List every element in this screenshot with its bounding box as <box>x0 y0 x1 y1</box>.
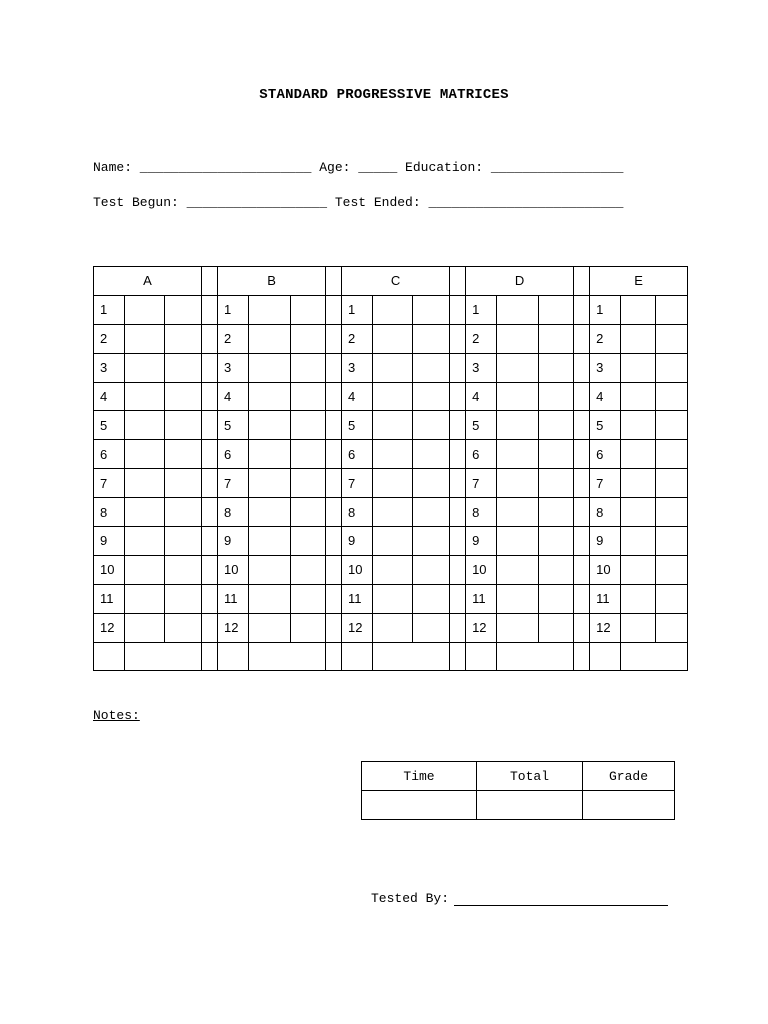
answer-cell-e[interactable] <box>621 324 656 353</box>
check-cell-b[interactable] <box>291 382 326 411</box>
answer-cell-b[interactable] <box>249 353 291 382</box>
check-cell-b[interactable] <box>291 527 326 556</box>
score-header-row <box>362 762 675 791</box>
answer-cell-c[interactable] <box>373 469 413 498</box>
set-separator <box>574 353 590 382</box>
answer-cell-a[interactable] <box>125 411 165 440</box>
item-number-e: 1 <box>590 295 621 324</box>
check-cell-a[interactable] <box>165 295 202 324</box>
answer-cell-d[interactable] <box>497 527 539 556</box>
item-number-b: 1 <box>218 295 249 324</box>
item-row <box>94 324 688 353</box>
answer-cell-c[interactable] <box>373 324 413 353</box>
set-header-e: E <box>590 267 688 296</box>
item-number-c: 5 <box>342 411 373 440</box>
set-separator <box>574 295 590 324</box>
set-separator <box>450 353 466 382</box>
item-number-c: 9 <box>342 527 373 556</box>
total-label-cell-e <box>590 642 621 671</box>
answer-cell-b[interactable] <box>249 324 291 353</box>
set-separator <box>574 527 590 556</box>
check-cell-a[interactable] <box>165 353 202 382</box>
item-number-d: 5 <box>466 411 497 440</box>
check-cell-a[interactable] <box>165 584 202 613</box>
item-number-e: 6 <box>590 440 621 469</box>
set-separator <box>202 555 218 584</box>
check-cell-d[interactable] <box>539 584 574 613</box>
set-separator <box>574 440 590 469</box>
item-number-a: 7 <box>94 469 125 498</box>
item-number-a: 5 <box>94 411 125 440</box>
check-cell-e[interactable] <box>656 324 688 353</box>
answer-cell-d[interactable] <box>497 613 539 642</box>
item-number-b: 9 <box>218 527 249 556</box>
answer-cell-a[interactable] <box>125 498 165 527</box>
total-header: Total <box>477 762 583 791</box>
set-separator <box>326 295 342 324</box>
answer-cell-e[interactable] <box>621 498 656 527</box>
item-number-d: 8 <box>466 498 497 527</box>
answer-cell-c[interactable] <box>373 613 413 642</box>
grade-header: Grade <box>583 762 675 791</box>
set-separator <box>326 613 342 642</box>
set-separator <box>574 267 590 296</box>
answer-cell-a[interactable] <box>125 440 165 469</box>
set-header-d: D <box>466 267 574 296</box>
item-number-e: 3 <box>590 353 621 382</box>
item-number-d: 10 <box>466 555 497 584</box>
check-cell-d[interactable] <box>539 555 574 584</box>
answer-cell-b[interactable] <box>249 295 291 324</box>
set-separator <box>326 382 342 411</box>
answer-cell-e[interactable] <box>621 555 656 584</box>
answer-cell-a[interactable] <box>125 295 165 324</box>
set-separator <box>202 295 218 324</box>
set-separator <box>326 584 342 613</box>
item-row <box>94 527 688 556</box>
item-row <box>94 584 688 613</box>
set-separator <box>450 267 466 296</box>
item-number-a: 3 <box>94 353 125 382</box>
check-cell-b[interactable] <box>291 353 326 382</box>
answer-cell-a[interactable] <box>125 527 165 556</box>
answer-cell-b[interactable] <box>249 382 291 411</box>
set-separator <box>450 613 466 642</box>
answer-cell-d[interactable] <box>497 353 539 382</box>
item-number-b: 5 <box>218 411 249 440</box>
check-cell-e[interactable] <box>656 469 688 498</box>
check-cell-d[interactable] <box>539 295 574 324</box>
item-number-a: 1 <box>94 295 125 324</box>
check-cell-d[interactable] <box>539 527 574 556</box>
total-label-cell-d <box>466 642 497 671</box>
test-begun-ended-fields: Test Begun: __________________ Test Ended: _________________________ <box>93 195 624 210</box>
check-cell-a[interactable] <box>165 324 202 353</box>
total-cell-b[interactable] <box>249 642 326 671</box>
answer-cell-e[interactable] <box>621 411 656 440</box>
item-number-d: 2 <box>466 324 497 353</box>
item-number-a: 2 <box>94 324 125 353</box>
answer-cell-d[interactable] <box>497 411 539 440</box>
check-cell-d[interactable] <box>539 469 574 498</box>
set-separator <box>326 353 342 382</box>
set-separator <box>202 642 218 671</box>
answer-cell-e[interactable] <box>621 527 656 556</box>
item-number-d: 1 <box>466 295 497 324</box>
item-number-d: 11 <box>466 584 497 613</box>
check-cell-e[interactable] <box>656 584 688 613</box>
answer-cell-e[interactable] <box>621 295 656 324</box>
item-row <box>94 440 688 469</box>
check-cell-a[interactable] <box>165 613 202 642</box>
set-separator <box>574 382 590 411</box>
set-total-row <box>94 642 688 671</box>
set-separator <box>450 584 466 613</box>
answer-cell-a[interactable] <box>125 613 165 642</box>
answer-cell-a[interactable] <box>125 555 165 584</box>
set-header-b: B <box>218 267 326 296</box>
check-cell-a[interactable] <box>165 498 202 527</box>
item-row <box>94 555 688 584</box>
check-cell-d[interactable] <box>539 498 574 527</box>
check-cell-b[interactable] <box>291 411 326 440</box>
check-cell-c[interactable] <box>413 498 450 527</box>
check-cell-d[interactable] <box>539 613 574 642</box>
item-number-d: 3 <box>466 353 497 382</box>
check-cell-c[interactable] <box>413 295 450 324</box>
answer-cell-d[interactable] <box>497 469 539 498</box>
check-cell-c[interactable] <box>413 469 450 498</box>
set-separator <box>202 584 218 613</box>
check-cell-b[interactable] <box>291 498 326 527</box>
check-cell-a[interactable] <box>165 382 202 411</box>
answer-cell-a[interactable] <box>125 353 165 382</box>
score-table <box>361 761 675 820</box>
notes-label: Notes: <box>93 708 140 723</box>
item-number-e: 2 <box>590 324 621 353</box>
set-separator <box>574 324 590 353</box>
score-entry-row <box>362 791 675 820</box>
answer-cell-a[interactable] <box>125 382 165 411</box>
tested-by-signature-line[interactable] <box>454 905 668 906</box>
item-number-b: 6 <box>218 440 249 469</box>
set-separator <box>202 267 218 296</box>
check-cell-a[interactable] <box>165 555 202 584</box>
answer-cell-d[interactable] <box>497 324 539 353</box>
item-row <box>94 613 688 642</box>
set-separator <box>574 411 590 440</box>
item-number-b: 12 <box>218 613 249 642</box>
check-cell-c[interactable] <box>413 584 450 613</box>
item-number-e: 5 <box>590 411 621 440</box>
answer-cell-b[interactable] <box>249 527 291 556</box>
answer-cell-b[interactable] <box>249 555 291 584</box>
item-row <box>94 295 688 324</box>
set-separator <box>450 440 466 469</box>
check-cell-d[interactable] <box>539 324 574 353</box>
item-number-b: 10 <box>218 555 249 584</box>
total-cell-a[interactable] <box>125 642 202 671</box>
set-separator <box>574 469 590 498</box>
item-row <box>94 411 688 440</box>
item-number-e: 8 <box>590 498 621 527</box>
answer-cell-e[interactable] <box>621 613 656 642</box>
answer-cell-d[interactable] <box>497 498 539 527</box>
check-cell-b[interactable] <box>291 555 326 584</box>
check-cell-c[interactable] <box>413 440 450 469</box>
check-cell-b[interactable] <box>291 324 326 353</box>
answer-cell-b[interactable] <box>249 411 291 440</box>
set-separator <box>326 469 342 498</box>
item-number-e: 10 <box>590 555 621 584</box>
set-separator <box>574 642 590 671</box>
item-number-c: 1 <box>342 295 373 324</box>
item-row <box>94 382 688 411</box>
set-separator <box>326 498 342 527</box>
total-cell-e[interactable] <box>621 642 688 671</box>
item-number-a: 11 <box>94 584 125 613</box>
set-separator <box>450 295 466 324</box>
set-separator <box>574 584 590 613</box>
answer-cell-c[interactable] <box>373 440 413 469</box>
set-separator <box>202 527 218 556</box>
total-cell-d[interactable] <box>497 642 574 671</box>
check-cell-e[interactable] <box>656 440 688 469</box>
check-cell-a[interactable] <box>165 440 202 469</box>
set-separator <box>450 469 466 498</box>
check-cell-e[interactable] <box>656 411 688 440</box>
item-number-a: 12 <box>94 613 125 642</box>
check-cell-d[interactable] <box>539 411 574 440</box>
check-cell-c[interactable] <box>413 324 450 353</box>
check-cell-a[interactable] <box>165 469 202 498</box>
set-separator <box>326 642 342 671</box>
grid-header-row <box>94 267 688 296</box>
set-separator <box>326 527 342 556</box>
answer-cell-c[interactable] <box>373 353 413 382</box>
set-header-c: C <box>342 267 450 296</box>
set-separator <box>574 555 590 584</box>
grade-cell[interactable] <box>583 791 675 820</box>
total-label-cell-b <box>218 642 249 671</box>
answer-cell-e[interactable] <box>621 440 656 469</box>
answer-cell-b[interactable] <box>249 584 291 613</box>
item-number-b: 8 <box>218 498 249 527</box>
set-separator <box>450 324 466 353</box>
item-number-d: 9 <box>466 527 497 556</box>
set-separator <box>326 267 342 296</box>
check-cell-b[interactable] <box>291 469 326 498</box>
set-separator <box>202 469 218 498</box>
set-separator <box>326 411 342 440</box>
check-cell-a[interactable] <box>165 411 202 440</box>
total-label-cell-a <box>94 642 125 671</box>
answer-cell-d[interactable] <box>497 440 539 469</box>
item-number-c: 4 <box>342 382 373 411</box>
item-number-b: 3 <box>218 353 249 382</box>
item-number-e: 12 <box>590 613 621 642</box>
document-title: STANDARD PROGRESSIVE MATRICES <box>259 87 509 103</box>
answer-cell-c[interactable] <box>373 498 413 527</box>
item-row <box>94 353 688 382</box>
item-number-d: 12 <box>466 613 497 642</box>
answer-cell-b[interactable] <box>249 613 291 642</box>
answer-cell-a[interactable] <box>125 324 165 353</box>
check-cell-d[interactable] <box>539 440 574 469</box>
item-number-a: 10 <box>94 555 125 584</box>
check-cell-c[interactable] <box>413 353 450 382</box>
set-separator <box>450 498 466 527</box>
check-cell-d[interactable] <box>539 353 574 382</box>
item-number-b: 4 <box>218 382 249 411</box>
item-number-c: 8 <box>342 498 373 527</box>
answer-cell-e[interactable] <box>621 584 656 613</box>
item-number-c: 12 <box>342 613 373 642</box>
answer-cell-b[interactable] <box>249 469 291 498</box>
set-separator <box>202 324 218 353</box>
item-number-c: 7 <box>342 469 373 498</box>
item-number-d: 7 <box>466 469 497 498</box>
set-separator <box>450 411 466 440</box>
time-cell[interactable] <box>362 791 477 820</box>
set-separator <box>202 353 218 382</box>
check-cell-e[interactable] <box>656 498 688 527</box>
answer-cell-d[interactable] <box>497 555 539 584</box>
item-number-e: 4 <box>590 382 621 411</box>
item-number-b: 7 <box>218 469 249 498</box>
total-cell[interactable] <box>477 791 583 820</box>
set-header-a: A <box>94 267 202 296</box>
item-number-d: 4 <box>466 382 497 411</box>
answer-cell-c[interactable] <box>373 295 413 324</box>
total-cell-c[interactable] <box>373 642 450 671</box>
check-cell-b[interactable] <box>291 613 326 642</box>
set-separator <box>574 613 590 642</box>
answer-cell-a[interactable] <box>125 469 165 498</box>
check-cell-b[interactable] <box>291 440 326 469</box>
item-number-a: 9 <box>94 527 125 556</box>
check-cell-b[interactable] <box>291 295 326 324</box>
check-cell-c[interactable] <box>413 382 450 411</box>
item-number-e: 9 <box>590 527 621 556</box>
answer-cell-c[interactable] <box>373 527 413 556</box>
item-number-e: 11 <box>590 584 621 613</box>
answer-cell-d[interactable] <box>497 295 539 324</box>
set-separator <box>450 555 466 584</box>
item-number-b: 2 <box>218 324 249 353</box>
check-cell-e[interactable] <box>656 295 688 324</box>
answer-cell-e[interactable] <box>621 382 656 411</box>
set-separator <box>326 440 342 469</box>
item-number-a: 6 <box>94 440 125 469</box>
item-number-e: 7 <box>590 469 621 498</box>
check-cell-e[interactable] <box>656 527 688 556</box>
item-number-c: 2 <box>342 324 373 353</box>
time-header: Time <box>362 762 477 791</box>
item-number-c: 11 <box>342 584 373 613</box>
answer-cell-b[interactable] <box>249 498 291 527</box>
answer-cell-c[interactable] <box>373 382 413 411</box>
answer-cell-c[interactable] <box>373 584 413 613</box>
answer-cell-a[interactable] <box>125 584 165 613</box>
set-separator <box>202 440 218 469</box>
set-separator <box>326 555 342 584</box>
set-separator <box>202 382 218 411</box>
set-separator <box>450 527 466 556</box>
check-cell-e[interactable] <box>656 353 688 382</box>
item-number-c: 6 <box>342 440 373 469</box>
item-number-c: 3 <box>342 353 373 382</box>
item-number-c: 10 <box>342 555 373 584</box>
answer-grid <box>93 266 688 671</box>
check-cell-a[interactable] <box>165 527 202 556</box>
answer-cell-c[interactable] <box>373 555 413 584</box>
answer-cell-c[interactable] <box>373 411 413 440</box>
set-separator <box>202 498 218 527</box>
name-age-education-fields: Name: ______________________ Age: _____ Education: _________________ <box>93 160 624 175</box>
set-separator <box>574 498 590 527</box>
answer-cell-d[interactable] <box>497 382 539 411</box>
check-cell-c[interactable] <box>413 527 450 556</box>
item-number-d: 6 <box>466 440 497 469</box>
check-cell-c[interactable] <box>413 555 450 584</box>
check-cell-c[interactable] <box>413 613 450 642</box>
check-cell-e[interactable] <box>656 382 688 411</box>
item-number-a: 4 <box>94 382 125 411</box>
item-row <box>94 498 688 527</box>
item-number-b: 11 <box>218 584 249 613</box>
tested-by-label: Tested By: <box>371 891 450 906</box>
check-cell-e[interactable] <box>656 555 688 584</box>
set-separator <box>326 324 342 353</box>
set-separator <box>450 382 466 411</box>
check-cell-b[interactable] <box>291 584 326 613</box>
answer-cell-e[interactable] <box>621 469 656 498</box>
check-cell-e[interactable] <box>656 613 688 642</box>
set-separator <box>202 613 218 642</box>
item-row <box>94 469 688 498</box>
answer-cell-e[interactable] <box>621 353 656 382</box>
answer-cell-b[interactable] <box>249 440 291 469</box>
total-label-cell-c <box>342 642 373 671</box>
set-separator <box>202 411 218 440</box>
check-cell-c[interactable] <box>413 411 450 440</box>
answer-cell-d[interactable] <box>497 584 539 613</box>
set-separator <box>450 642 466 671</box>
item-number-a: 8 <box>94 498 125 527</box>
check-cell-d[interactable] <box>539 382 574 411</box>
